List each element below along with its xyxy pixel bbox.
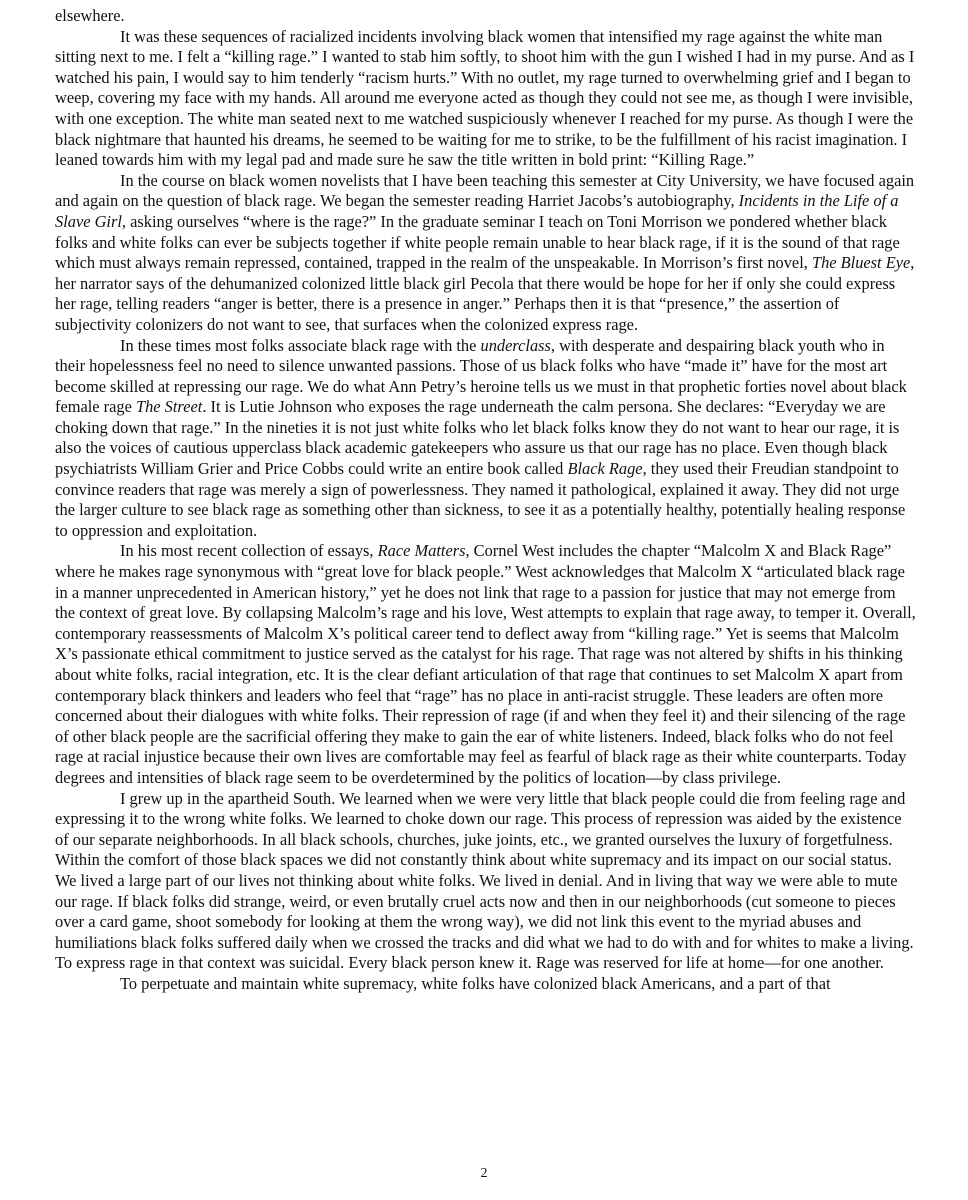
- paragraph-5: [55, 789, 917, 974]
- text-segment: In his most recent collection of essays,: [120, 541, 378, 561]
- document-page: [55, 6, 917, 995]
- text-segment: It was these sequences of racialized incidents involving black women that intensified my rage against the white man sitting next to me. I felt a “killing rage.” I wanted to stab him softly, to shoot him with the gun I wished I had in my purse. And as I watched his pain, I would say to him tenderly “racism hurts.” With no outlet, my rage turned to overwhelming grief and I began to weep, covering my face with my hands. All around me everyone acted as though they could not see me, as though I were invisible, with one exception. The white man seated next to me watched suspiciously whenever I reached for my purse. As though I were the black nightmare that haunted his dreams, he seemed to be waiting for me to strike, to be the fulfillment of his racist imagination. I leaned towards him with my legal pad and made sure he saw the title written in bold print: “Killing Rage.”: [55, 26, 915, 170]
- text-segment: elsewhere.: [55, 6, 125, 25]
- text-segment: , Cornel West includes the chapter “Malcolm X and Black Rage” where he makes rage synonymous with “great love for black people.” West acknowledges that Malcolm X “articulated black rage in a manner unprecedented in American history,” yet he does not link that rage to a passion for justice that may not emerge from the context of great love. By collapsing Malcolm’s rage and his love, West attempts to explain that rage away, to temper it. Overall, contemporary reassessments of Malcolm X’s political career tend to deflect away from “killing rage.” Yet is seems that Malcolm X’s passionate ethical commitment to justice served as the catalyst for his rage. That rage was not altered by shifts in his thinking about white folks, racial integration, etc. It is the clear defiant articulation of that rage that continues to set Malcolm X apart from contemporary black thinkers and leaders who feel that “rage” has no place in anti-racist struggle. These leaders are often more concerned about their dialogues with white folks. Their repression of rage (if and when they feel it) and their silencing of the rage of other black people are the sacrificial offering they make to gain the ear of white listeners. Indeed, black folks who do not feel rage at racial injustice because their own lives are comfortable may feel as fearful of black rage as their white counterparts. Today degrees and intensities of black rage seem to be overdetermined by the politics of location—by class privilege.: [55, 541, 916, 787]
- page-number: 2: [480, 1166, 488, 1181]
- italic-title: underclass: [480, 335, 551, 355]
- italic-title: Incidents in the Life of a Slave Girl: [55, 191, 899, 231]
- paragraph-2: [55, 171, 917, 336]
- italic-title: The Bluest Eye: [811, 253, 911, 273]
- italic-title: Race Matters: [377, 541, 466, 561]
- paragraph-0: [55, 6, 917, 27]
- text-segment: In these times most folks associate black rage with the: [120, 335, 481, 355]
- paragraph-1: [55, 27, 917, 171]
- italic-title: Black Rage: [567, 459, 643, 479]
- text-segment: , her narrator says of the dehumanized colonized little black girl Pecola that there would be hope for her if only she could express her rage, telling readers “anger is better, there is a presence in anger.” Perhaps then it is that “presence,” the assertion of subjectivity colonizers do not want to see, that surfaces when the colonized express rage.: [55, 253, 915, 334]
- text-segment: , with desperate and despairing black youth who in their hopelessness feel no need to silence unwanted passions. Those of us black folks who have “made it” have for the most art become skilled at repressing our rage. We do what Ann Petry’s heroine tells us we must in that prophetic forties novel about black female rage: [55, 335, 907, 417]
- text-segment: , they used their Freudian standpoint to convince readers that rage was merely a sign of powerlessness. They named it pathological, explained it away. They did not urge the larger culture to see black rage as something other than sickness, to see it as a potentially healthy, potentially healing response to oppression and exploitation.: [55, 459, 906, 540]
- text-segment: , asking ourselves “where is the rage?” In the graduate seminar I teach on Toni Morrison we pondered whether black folks and white folks can ever be subjects together if white people remain unable to hear black rage, if it is the sound of that rage which must always remain repressed, contained, trapped in the realm of the unspeakable. In Morrison’s first novel,: [55, 211, 900, 273]
- text-segment: I grew up in the apartheid South. We learned when we were very little that black people could die from feeling rage and expressing it to the wrong white folks. We learned to choke down our rage. This process of repression was aided by the existence of our separate neighborhoods. In all black schools, churches, juke joints, etc., we granted ourselves the luxury of forgetfulness. Within the comfort of those black spaces we did not constantly think about white supremacy and its impact on our social status. We lived a large part of our lives not thinking about white folks. We lived in denial. And in living that way we were able to mute our rage. If black folks did strange, weird, or even brutally cruel acts now and then in our neighborhoods (cut someone to pieces over a card game, shoot somebody for looking at them the wrong way), we did not link this event to the myriad abuses and humiliations black folks suffered daily when we crossed the tracks and did what we had to do with and for whites to make a living. To express rage in that context was suicidal. Every black person knew it. Rage was reserved for life at home—for one another.: [55, 788, 914, 973]
- text-segment: In the course on black women novelists that I have been teaching this semester at City University, we have focused again and again on the question of black rage. We began the semester reading Harriet Jacobs’s autobiography,: [55, 170, 915, 211]
- text-segment: . It is Lutie Johnson who exposes the rage underneath the calm persona. She declares: “Everyday we are choking down that rage.” In the nineties it is not just white folks who let black folks know they do not want to hear our rage, it is also the voices of cautious upperclass black academic gatekeepers who assure us that our rage has no place. Even though black psychiatrists William Grier and Price Cobbs could write an entire book called: [55, 397, 900, 479]
- paragraph-6: [55, 974, 917, 995]
- italic-title: The Street: [136, 397, 203, 417]
- text-segment: To perpetuate and maintain white supremacy, white folks have colonized black Americans, and a part of that: [120, 973, 831, 993]
- paragraph-4: [55, 541, 917, 788]
- paragraph-3: [55, 336, 917, 542]
